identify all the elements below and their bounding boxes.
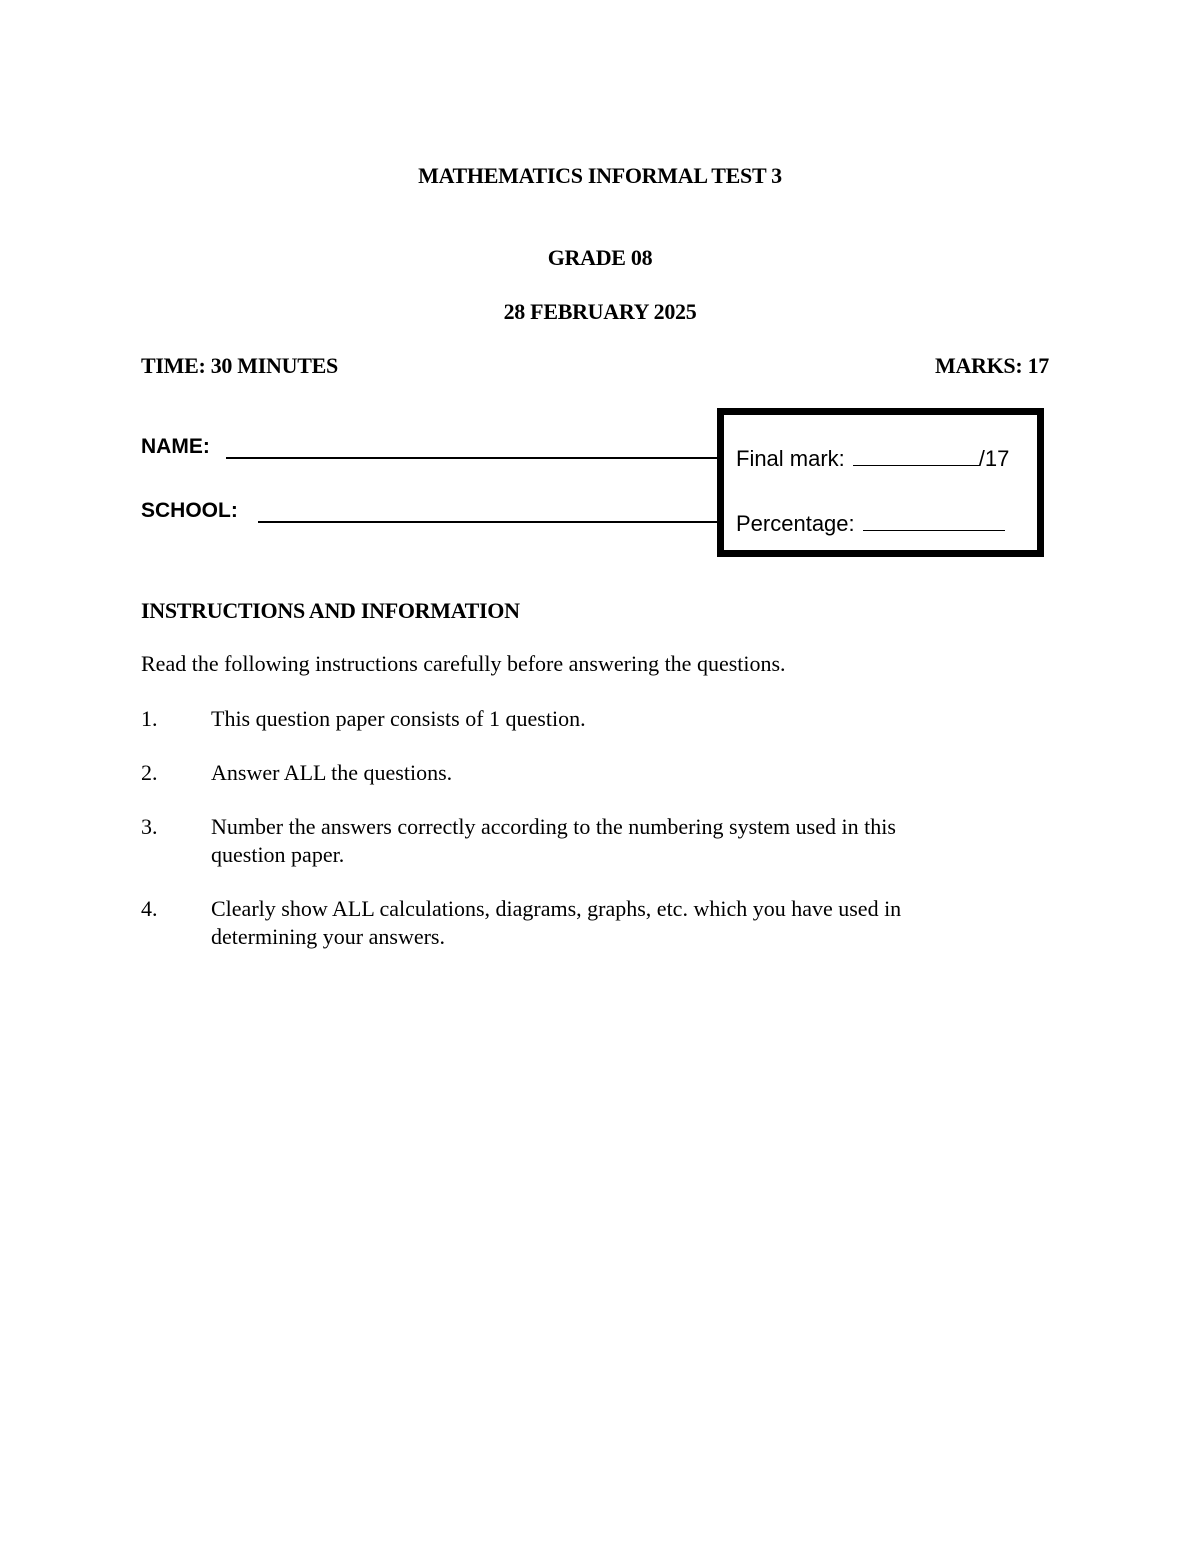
grade-label: GRADE 08	[547, 245, 653, 270]
percentage-label: Percentage:	[736, 511, 855, 536]
percentage-field[interactable]	[863, 529, 1005, 531]
final-mark-field[interactable]	[853, 464, 979, 466]
instruction-text: Answer ALL the questions.	[211, 760, 453, 785]
test-date: 28 FEBRUARY 2025	[503, 299, 697, 324]
total-marks: MARKS: 17	[934, 353, 1049, 378]
school-label: SCHOOL:	[141, 499, 238, 522]
mark-box	[717, 408, 1044, 557]
name-field[interactable]	[226, 457, 719, 459]
instruction-text: Clearly show ALL calculations, diagrams, graphs, etc. which you have used in determining your answers.	[211, 896, 902, 949]
page-title: MATHEMATICS INFORMAL TEST 3	[418, 163, 782, 188]
instruction-number: 2.	[141, 760, 158, 785]
school-field[interactable]	[258, 521, 719, 523]
instructions-intro: Read the following instructions carefully before answering the questions.	[141, 651, 786, 676]
instruction-number: 1.	[141, 706, 158, 731]
final-mark-total: /17	[978, 446, 1010, 471]
instruction-text: This question paper consists of 1 question.	[211, 706, 586, 731]
time-allowed: TIME: 30 MINUTES	[141, 353, 338, 378]
final-mark-label: Final mark:	[736, 446, 845, 471]
percentage-row	[736, 511, 1005, 537]
instruction-text: Number the answers correctly according to the numbering system used in this question paper.	[211, 814, 896, 867]
name-label: NAME:	[141, 435, 210, 458]
instruction-number: 4.	[141, 896, 158, 921]
instructions-heading: INSTRUCTIONS AND INFORMATION	[141, 598, 520, 623]
instruction-number: 3.	[141, 814, 158, 839]
final-mark-row	[736, 446, 1009, 472]
